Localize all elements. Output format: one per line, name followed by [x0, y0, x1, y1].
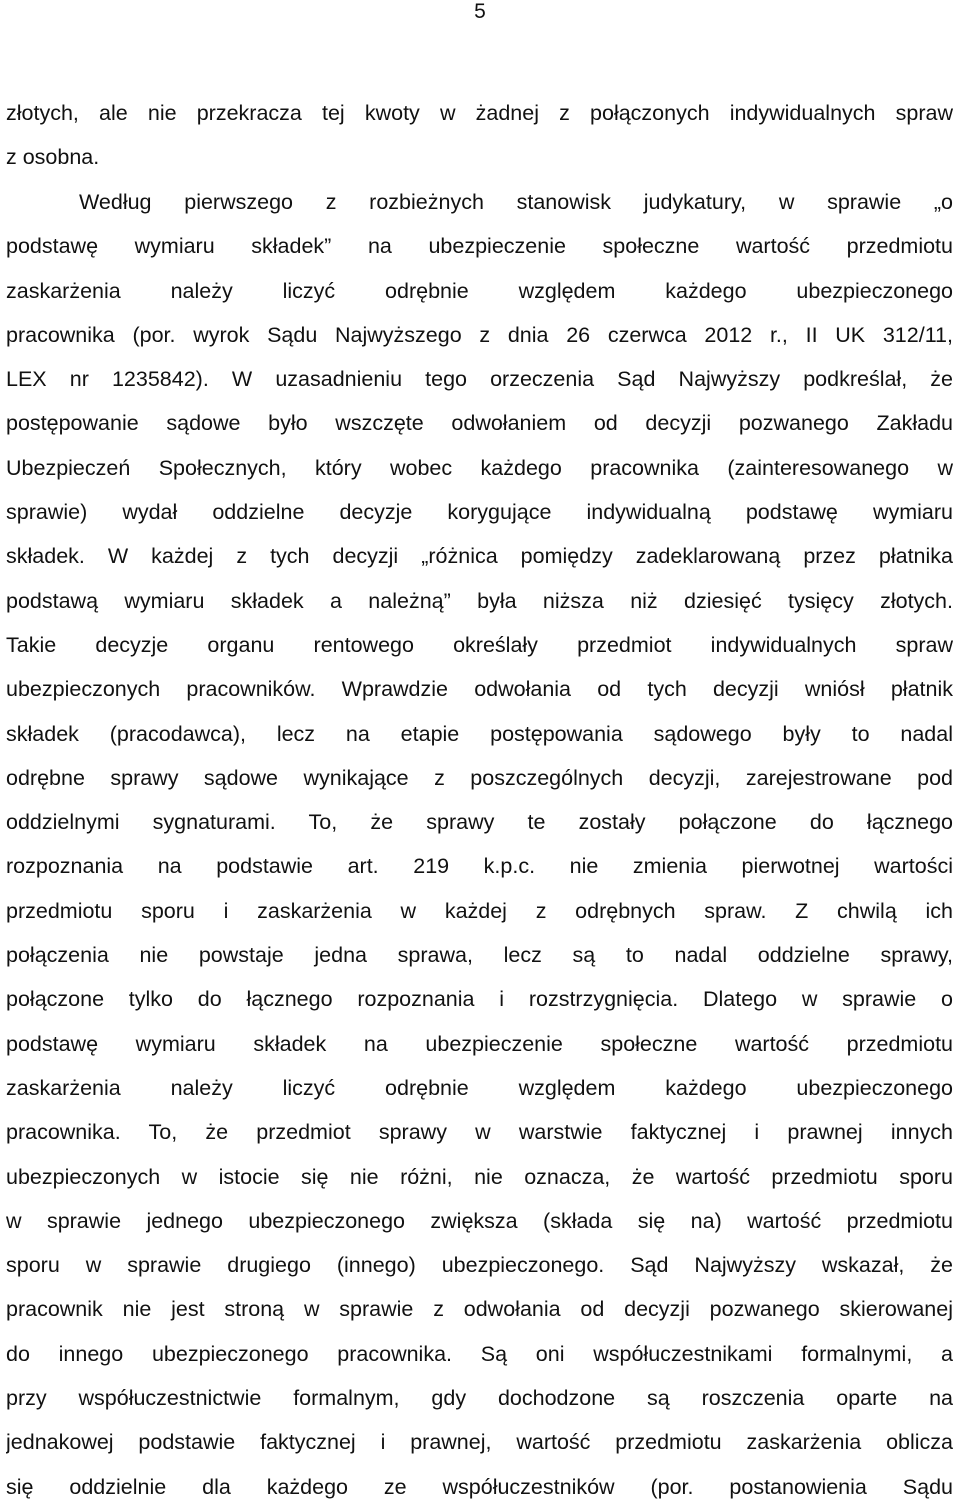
paragraph-main	[6, 180, 953, 1509]
text-line: sprawie) wydał oddzielne decyzje korygujące indywidualną podstawę wymiaru	[6, 500, 953, 525]
text-line: jednakowej podstawie faktycznej i prawnej, wartość przedmiotu zaskarżenia oblicza	[6, 1430, 953, 1455]
text-line: postępowanie sądowe było wszczęte odwołaniem od decyzji pozwanego Zakładu	[6, 411, 953, 436]
text-line: pracownik nie jest stroną w sprawie z odwołania od decyzji pozwanego skierowanej	[6, 1297, 953, 1322]
text-line: składek. W każdej z tych decyzji „różnica pomiędzy zadeklarowaną przez płatnika	[6, 544, 953, 569]
text-line: Takie decyzje organu rentowego określały przedmiot indywidualnych spraw	[6, 632, 953, 657]
text-line: z osobna.	[6, 145, 100, 170]
text-line: w sprawie jednego ubezpieczonego zwiększa (składa się na) wartość przedmiotu	[6, 1208, 953, 1233]
text-line: przy współuczestnictwie formalnym, gdy dochodzone są roszczenia oparte na	[6, 1386, 953, 1411]
text-line: LEX nr 1235842). W uzasadnieniu tego orzeczenia Sąd Najwyższy podkreślał, że	[6, 367, 953, 392]
text-line: ubezpieczonych w istocie się nie różni, nie oznacza, że wartość przedmiotu sporu	[6, 1164, 953, 1189]
text-line: zaskarżenia należy liczyć odrębnie względem każdego ubezpieczonego	[6, 278, 953, 303]
text-line: złotych, ale nie przekracza tej kwoty w żadnej z połączonych indywidualnych spraw	[6, 101, 953, 125]
text-line: pracownika. To, że przedmiot sprawy w warstwie faktycznej i prawnej innych	[6, 1120, 953, 1145]
text-line: podstawę wymiaru składek na ubezpieczenie społeczne wartość przedmiotu	[6, 1031, 953, 1056]
text-line: odrębne sprawy sądowe wynikające z poszczególnych decyzji, zarejestrowane pod	[6, 765, 953, 790]
text-line: połączenia nie powstaje jedna sprawa, lecz są to nadal oddzielne sprawy,	[6, 943, 953, 968]
text-line: ubezpieczonych pracowników. Wprawdzie odwołania od tych decyzji wniósł płatnik	[6, 677, 953, 702]
page-number: 5	[474, 0, 486, 23]
text-line: przedmiotu sporu i zaskarżenia w każdej z odrębnych spraw. Z chwilą ich	[6, 898, 953, 923]
text-line: do innego ubezpieczonego pracownika. Są oni współuczestnikami formalnymi, a	[6, 1341, 953, 1366]
text-line: Ubezpieczeń Społecznych, który wobec każdego pracownika (zainteresowanego w	[6, 455, 953, 480]
text-line: Według pierwszego z rozbieżnych stanowisk judykatury, w sprawie „o	[79, 190, 953, 214]
text-line: rozpoznania na podstawie art. 219 k.p.c. nie zmienia pierwotnej wartości	[6, 854, 953, 879]
text-line: się oddzielnie dla każdego ze współuczestników (por. postanowienia Sądu	[6, 1474, 953, 1499]
text-line: oddzielnymi sygnaturami. To, że sprawy te zostały połączone do łącznego	[6, 810, 953, 835]
text-line: składek (pracodawca), lecz na etapie postępowania sądowego były to nadal	[6, 721, 953, 746]
text-line: sporu w sprawie drugiego (innego) ubezpieczonego. Sąd Najwyższy wskazał, że	[6, 1253, 953, 1278]
text-line: podstawą wymiaru składek a należną” była niższa niż dziesięć tysięcy złotych.	[6, 588, 953, 613]
paragraph-continuation	[6, 91, 953, 180]
text-line: pracownika (por. wyrok Sądu Najwyższego z dnia 26 czerwca 2012 r., II UK 312/11,	[6, 322, 953, 347]
text-line: połączone tylko do łącznego rozpoznania i rozstrzygnięcia. Dlatego w sprawie o	[6, 987, 953, 1012]
text-line: podstawę wymiaru składek” na ubezpieczenie społeczne wartość przedmiotu	[6, 234, 953, 259]
text-line: zaskarżenia należy liczyć odrębnie względem każdego ubezpieczonego	[6, 1075, 953, 1100]
